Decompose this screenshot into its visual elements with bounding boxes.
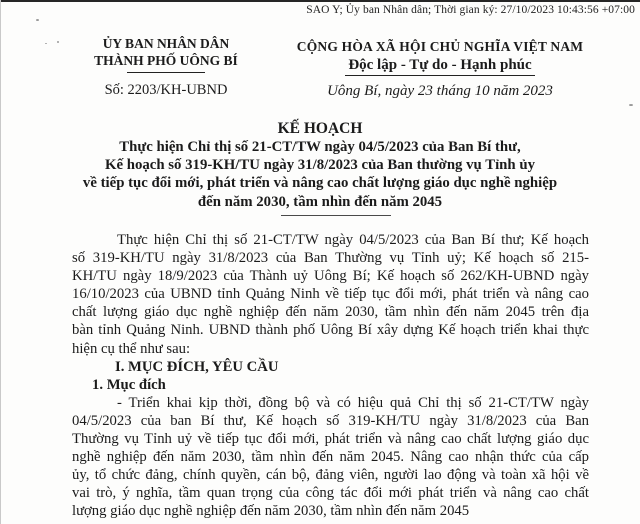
- paragraph-line: vai trò, ý nghĩa, tầm quan trọng của công tác đổi mới phát triển và nâng cao chất: [72, 485, 589, 502]
- national-motto-line: Độc lập - Tự do - Hạnh phúc: [345, 56, 534, 76]
- issuer-divider-line: [127, 72, 205, 73]
- document-title: KẾ HOẠCH: [277, 120, 363, 137]
- document-number: Số: 2203/KH-UBND: [104, 82, 228, 98]
- document-title-block: [40, 119, 600, 216]
- digital-signature-stamp-line: SAO Y; Ủy ban Nhân dân; Thời gian ký: 27/10/2023 10:43:56 +07:00: [306, 4, 635, 16]
- document-subtitle-line: về tiếp tục đổi mới, phát triển và nâng cao chất lượng giáo dục nghề nghiệp: [82, 175, 558, 192]
- scan-left-edge-line: [0, 0, 1, 524]
- paragraph-line: nghề nghiệp đến năm 2030, tầm nhìn đến năm 2045. Nâng cao nhận thức của cấp: [72, 449, 589, 466]
- paragraph-line: số 319-KH/TU ngày 31/8/2023 của Ban Thường vụ Tỉnh uỷ; Kế hoạch số 215-: [72, 250, 589, 267]
- place-and-date-line: Uông Bí, ngày 23 tháng 10 năm 2023: [327, 83, 553, 99]
- national-title-line: CỘNG HÒA XÃ HỘI CHỦ NGHĨA VIỆT NAM: [296, 39, 584, 54]
- issuer-name-line2: THÀNH PHỐ UÔNG BÍ: [94, 52, 238, 68]
- paragraph-line: 16/10/2023 của UBND tỉnh Quảng Ninh về tiếp tục đổi mới, phát triển và nâng cao: [72, 286, 589, 303]
- issuing-authority-block: [56, 36, 276, 99]
- paragraph-line: chất lượng giáo dục nghề nghiệp đến năm 2030, tầm nhìn đến năm 2045 trên địa: [72, 304, 589, 321]
- document-subtitle-line: Kế hoạch số 319-KH/TU ngày 31/8/2023 của Ban thường vụ Tỉnh ủy: [105, 157, 535, 174]
- section-heading: I. MỤC ĐÍCH, YÊU CẦU: [115, 358, 279, 375]
- paragraph-line: ủy, tổ chức đảng, chính quyền, cán bộ, đảng viên, người lao động và toàn xã hội về: [72, 467, 589, 484]
- paragraph-line: - Triển khai kịp thời, đồng bộ và có hiệu quả Chỉ thị số 21-CT/TW ngày: [117, 394, 589, 411]
- document-body: [72, 231, 589, 521]
- paragraph-line: 04/5/2023 của ban Bí thư, Kế hoạch số 319-KH/TU ngày 31/8/2023 của Ban: [72, 412, 589, 429]
- document-subtitle-line: Thực hiện Chỉ thị số 21-CT/TW ngày 04/5/2023 của Ban Bí thư,: [119, 139, 521, 155]
- paragraph-line: lượng giáo dục nghề nghiệp đến năm 2030, tầm nhìn đến năm 2045: [72, 503, 470, 520]
- subsection-heading: 1. Mục đích: [92, 376, 166, 393]
- paragraph-line: hiện cụ thể như sau:: [72, 340, 191, 357]
- national-header-block: [280, 38, 600, 100]
- paragraph-line: bàn tỉnh Quảng Ninh. UBND thành phố Uông Bí xây dựng Kế hoạch triển khai thực: [72, 322, 589, 339]
- document-subtitle-line: đến năm 2030, tầm nhìn đến năm 2045: [197, 193, 443, 210]
- scan-speck: [36, 19, 39, 21]
- scan-speck: [629, 104, 633, 106]
- paragraph-line: Thực hiện Chỉ thị số 21-CT/TW ngày 04/5/2023 của Ban Bí thư; Kế hoạch: [117, 232, 589, 248]
- scan-top-edge-line: [0, 0, 640, 2]
- scan-speck: [45, 43, 47, 44]
- paragraph-line: Thường vụ Tỉnh uỷ về tiếp tục đổi mới, phát triển và nâng cao chất lượng giáo dục: [72, 431, 589, 448]
- issuer-name-line1: ỦY BAN NHÂN DÂN: [102, 36, 230, 51]
- title-divider-line: [281, 215, 391, 216]
- paragraph-line: KH/TU ngày 18/9/2023 của Thành uỷ Uông Bí; Kế hoạch số 262/KH-UBND ngày: [72, 268, 589, 285]
